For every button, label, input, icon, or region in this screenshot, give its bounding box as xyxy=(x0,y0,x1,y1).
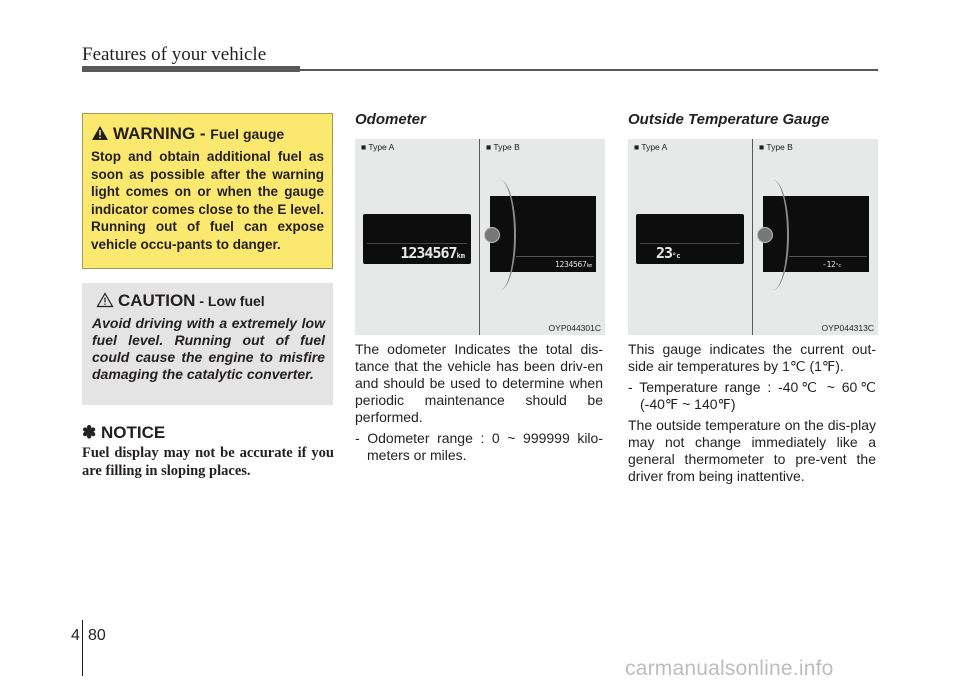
temperature-heading: Outside Temperature Gauge xyxy=(628,111,830,128)
watermark: carmanualsonline.info xyxy=(625,657,834,680)
header-rule-thin xyxy=(300,69,878,71)
page-header-title: Features of your vehicle xyxy=(82,44,267,65)
caution-body: Avoid driving with a extremely low fuel level. Running out of fuel could cause the engine to misfire damaging the catalytic converter. xyxy=(92,315,325,382)
gauge-knob-icon xyxy=(484,227,500,243)
odometer-figure-code: OYP044301C xyxy=(548,323,601,333)
figure-divider xyxy=(479,139,480,335)
temperature-figure-code: OYP044313C xyxy=(821,323,874,333)
figure-divider xyxy=(752,139,753,335)
caution-heading xyxy=(96,291,265,313)
temperature-figure xyxy=(628,139,878,335)
odometer-display-type-a xyxy=(363,214,471,264)
odometer-text xyxy=(355,341,603,468)
temperature-a-unit: °c xyxy=(672,252,681,260)
warning-triangle-icon xyxy=(91,125,109,146)
caution-label: CAUTION xyxy=(118,291,196,310)
temperature-b-unit: °c xyxy=(835,263,841,269)
notice-heading: ✽ NOTICE xyxy=(82,423,166,442)
odometer-a-unit: km xyxy=(456,252,465,260)
odometer-b-value: 1234567 xyxy=(554,260,587,269)
warning-heading xyxy=(91,124,284,146)
gauge-knob-icon xyxy=(757,227,773,243)
footer-divider xyxy=(82,620,83,676)
header-rule-thick xyxy=(82,66,300,72)
temperature-display-type-b xyxy=(763,196,869,272)
temperature-a-value: 23 xyxy=(656,244,673,262)
caution-box xyxy=(82,283,333,405)
warning-label: WARNING - xyxy=(113,124,211,143)
temperature-para-1: This gauge indicates the current out-side air temperatures by 1℃ (1℉). xyxy=(628,341,876,374)
odometer-type-b-label: ■ Type B xyxy=(486,142,520,152)
warning-box xyxy=(82,113,333,269)
caution-topic: - Low fuel xyxy=(195,293,265,309)
temperature-b-value: -12 xyxy=(822,260,836,269)
odometer-para-2: - Odometer range : 0 ~ 999999 kilo-meters or miles. xyxy=(355,430,603,463)
temperature-type-b-label: ■ Type B xyxy=(759,142,793,152)
warning-topic: Fuel gauge xyxy=(210,126,285,142)
warning-body: Stop and obtain additional fuel as soon as possible after the warning light comes on or when the gauge indicator comes close to the E level. Running out of fuel can expose vehicle occu-pants to danger. xyxy=(91,149,324,252)
odometer-b-unit: km xyxy=(586,263,592,269)
odometer-display-type-b xyxy=(490,196,596,272)
odometer-figure xyxy=(355,139,605,335)
notice-body: Fuel display may not be accurate if you are filling in sloping places. xyxy=(82,445,334,479)
temperature-text xyxy=(628,341,876,489)
temperature-para-2: - Temperature range : -40℃ ~ 60℃ (-40℉ ~ 140℉) xyxy=(628,379,876,412)
temperature-display-type-a xyxy=(636,214,744,264)
temperature-type-a-label: ■ Type A xyxy=(634,142,668,152)
footer-section-number: 4 xyxy=(71,627,80,644)
temperature-para-3: The outside temperature on the dis-play may not change immediately like a general thermometer to pre-vent the driver from being inattentive. xyxy=(628,417,876,484)
odometer-para-1: The odometer Indicates the total dis-tance that the vehicle has been driv-en and should be used to determine when periodic maintenance should be performed. xyxy=(355,341,603,425)
caution-triangle-icon xyxy=(96,292,114,313)
odometer-a-value: 1234567 xyxy=(400,244,457,262)
odometer-heading: Odometer xyxy=(355,111,426,128)
footer-page-number: 80 xyxy=(88,627,106,644)
odometer-type-a-label: ■ Type A xyxy=(361,142,395,152)
